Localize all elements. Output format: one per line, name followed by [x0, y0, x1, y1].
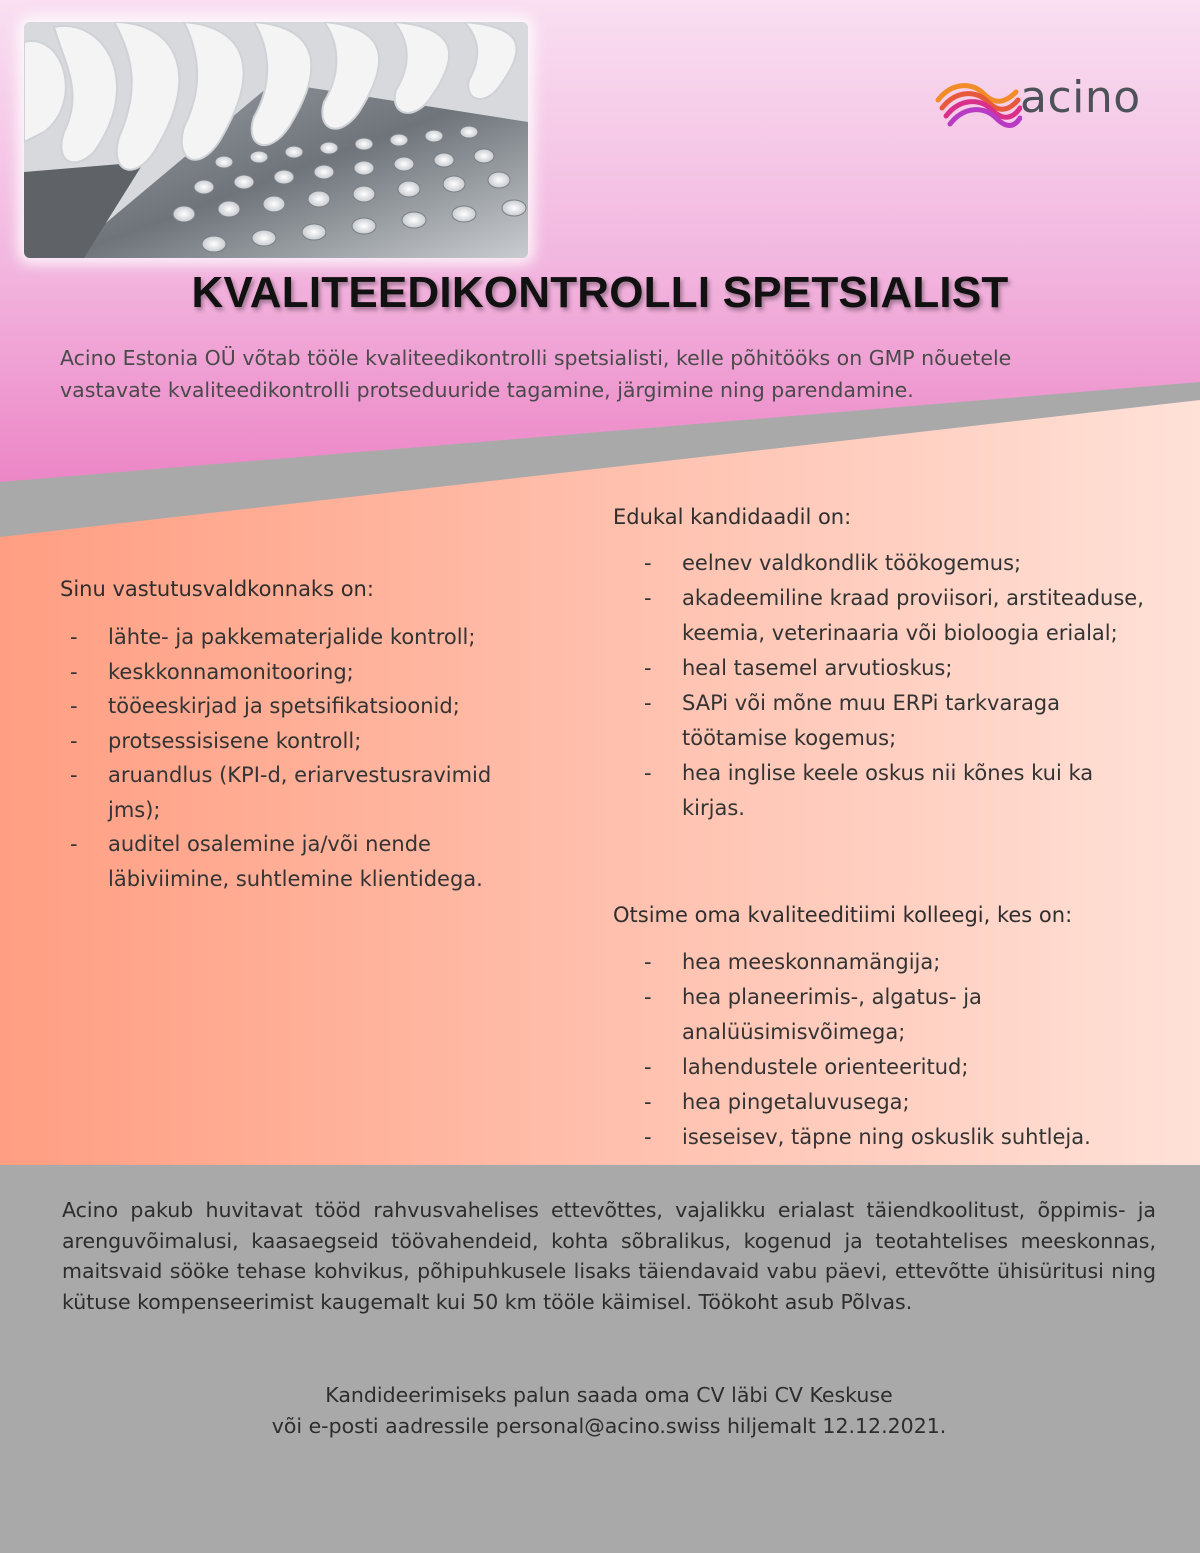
contact-line-1: Kandideerimiseks palun saada oma CV läbi CV Keskuse — [325, 1383, 893, 1407]
list-item: - hea inglise keele oskus nii kõnes kui ka kirjas. — [634, 756, 1144, 826]
intro-text — [60, 342, 1140, 406]
list-item: - protsessisisene kontroll; — [60, 724, 540, 759]
qualities-heading: Otsime oma kvaliteeditiimi kolleegi, kes on: — [613, 903, 1073, 927]
header-photo — [24, 22, 528, 258]
brand-name: acino — [1020, 72, 1141, 123]
responsibilities-list — [60, 620, 540, 896]
list-item: - heal tasemel arvutioskus; — [634, 651, 1144, 686]
tablet-machine-image — [24, 22, 528, 258]
list-item: - aruandlus (KPI-d, eriarvestusravimid jms); — [60, 758, 540, 827]
list-item: - hea planeerimis-, algatus- ja analüüsimisvõimega; — [634, 980, 1144, 1050]
list-item: - lahendustele orienteeritud; — [634, 1050, 1144, 1085]
list-item: - keskkonnamonitooring; — [60, 655, 540, 690]
job-title: KVALITEEDIKONTROLLI SPETSIALIST — [191, 268, 1009, 317]
list-item: - akadeemiline kraad proviisori, arstiteaduse, keemia, veterinaaria või bioloogia erialal; — [634, 581, 1144, 651]
list-item: - SAPi või mõne muu ERPi tarkvaraga töötamise kogemus; — [634, 686, 1144, 756]
list-item: - hea meeskonnamängija; — [634, 945, 1144, 980]
list-item: - iseseisev, täpne ning oskuslik suhtleja. — [634, 1120, 1144, 1155]
list-item: - tööeeskirjad ja spetsifikatsioonid; — [60, 689, 540, 724]
list-item: - hea pingetaluvusega; — [634, 1085, 1144, 1120]
acino-logo-icon — [932, 70, 1022, 134]
intro-line-2: vastavate kvaliteedikontrolli protseduuride tagamine, järgimine ning parendamine. — [60, 378, 914, 402]
responsibilities-heading: Sinu vastutusvaldkonnaks on: — [60, 577, 374, 601]
qualities-list — [634, 945, 1144, 1155]
list-item: - lähte- ja pakkematerjalide kontroll; — [60, 620, 540, 655]
intro-line-1: Acino Estonia OÜ võtab tööle kvaliteedikontrolli spetsialisti, kelle põhitööks on GMP nõuetele — [60, 346, 1012, 370]
contact-line-2: või e-posti aadressile personal@acino.swiss hiljemalt 12.12.2021. — [271, 1414, 947, 1438]
offer-text: Acino pakub huvitavat tööd rahvusvahelises ettevõttes, vajalikku erialast täiendkoolitust, õppimis- ja arenguvõimalusi, kaasaegseid töövahendeid, kohta sõbralikus, kogenud ja teotahtelises meeskonnas, maitsvaid sööke tehase kohvikus, põhipuhkusele lisaks täiendavaid vabu päevi, ettevõtte ühisüritusi ning kütuse kompenseerimist kaugemalt kui 50 km tööle käimisel. Töökoht asub Põlvas. — [62, 1198, 1156, 1314]
contact-info — [0, 1380, 1200, 1442]
requirements-heading: Edukal kandidaadil on: — [613, 505, 852, 529]
list-item: - eelnev valdkondlik töökogemus; — [634, 546, 1144, 581]
requirements-list — [634, 546, 1144, 826]
list-item: - auditel osalemine ja/või nende läbiviimine, suhtlemine klientidega. — [60, 827, 540, 896]
